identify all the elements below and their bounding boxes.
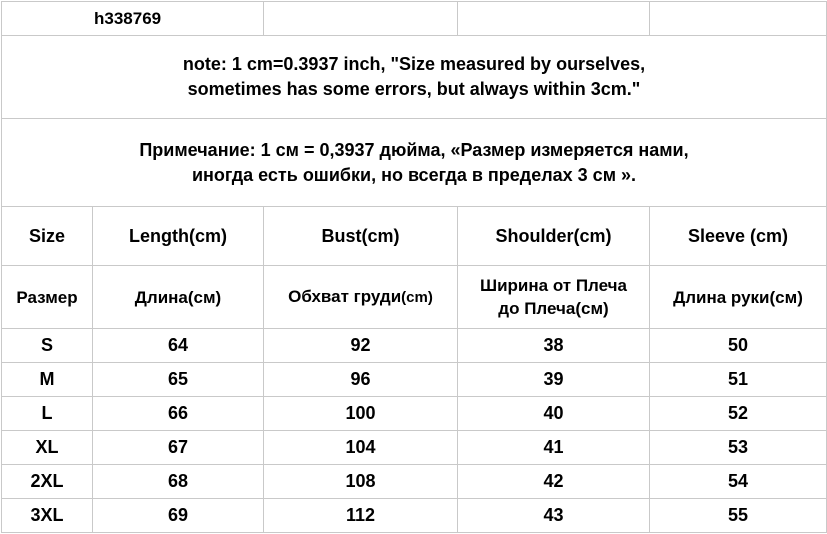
header-sleeve: Sleeve (cm) [650,207,827,266]
header-ru-length: Длина(см) [93,266,264,329]
header-size: Size [2,207,93,266]
cell-shoulder: 41 [458,431,650,465]
cell-sleeve: 51 [650,363,827,397]
note-ru-line2: иногда есть ошибки, но всегда в пределах 3 см ». [191,164,637,185]
table-row [2,499,827,533]
cell-bust: 92 [264,329,458,363]
size-chart-table [1,1,827,533]
header-ru-bust [264,266,458,329]
cell-sleeve: 55 [650,499,827,533]
cell-length: 67 [93,431,264,465]
header-ru-shoulder-line2: до Плеча(см) [498,299,609,318]
header-ru-shoulder-line1: Ширина от Плеча [480,276,627,295]
cell-bust: 100 [264,397,458,431]
note-en-line1: note: 1 cm=0.3937 inch, "Size measured by ourselves, [182,54,646,74]
cell-sleeve: 52 [650,397,827,431]
header-ru-shoulder [458,266,650,329]
table-row [2,397,827,431]
header-ru-bust-main: Обхват груди [288,287,402,306]
cell-shoulder: 43 [458,499,650,533]
empty-cell [458,2,650,36]
cell-size: L [2,397,93,431]
cell-length: 66 [93,397,264,431]
cell-bust: 96 [264,363,458,397]
cell-bust: 108 [264,465,458,499]
header-ru-size: Размер [2,266,93,329]
cell-shoulder: 40 [458,397,650,431]
cell-shoulder: 39 [458,363,650,397]
cell-length: 68 [93,465,264,499]
table-row [2,363,827,397]
header-ru-sleeve: Длина руки(см) [650,266,827,329]
cell-size: 3XL [2,499,93,533]
note-ru [2,119,827,207]
cell-size: M [2,363,93,397]
cell-length: 65 [93,363,264,397]
cell-sleeve: 53 [650,431,827,465]
cell-length: 64 [93,329,264,363]
cell-sleeve: 54 [650,465,827,499]
empty-cell [264,2,458,36]
header-length: Length(cm) [93,207,264,266]
cell-size: S [2,329,93,363]
cell-shoulder: 38 [458,329,650,363]
note-ru-row [2,119,827,207]
cell-bust: 104 [264,431,458,465]
cell-sleeve: 50 [650,329,827,363]
product-code-row [2,2,827,36]
note-en-row [2,36,827,119]
table-row [2,431,827,465]
cell-shoulder: 42 [458,465,650,499]
header-row-en [2,207,827,266]
header-row-ru [2,266,827,329]
size-rows [2,329,827,533]
header-shoulder: Shoulder(cm) [458,207,650,266]
note-en-line2: sometimes has some errors, but always within 3cm." [187,79,641,99]
empty-cell [650,2,827,36]
table-row [2,329,827,363]
product-code: h338769 [2,2,264,36]
header-bust: Bust(cm) [264,207,458,266]
cell-bust: 112 [264,499,458,533]
table-row [2,465,827,499]
cell-size: XL [2,431,93,465]
cell-size: 2XL [2,465,93,499]
note-en [2,36,827,119]
header-ru-bust-unit: (cm) [401,289,433,306]
note-ru-line1: Примечание: 1 см = 0,3937 дюйма, «Размер измеряется нами, [139,139,689,160]
cell-length: 69 [93,499,264,533]
